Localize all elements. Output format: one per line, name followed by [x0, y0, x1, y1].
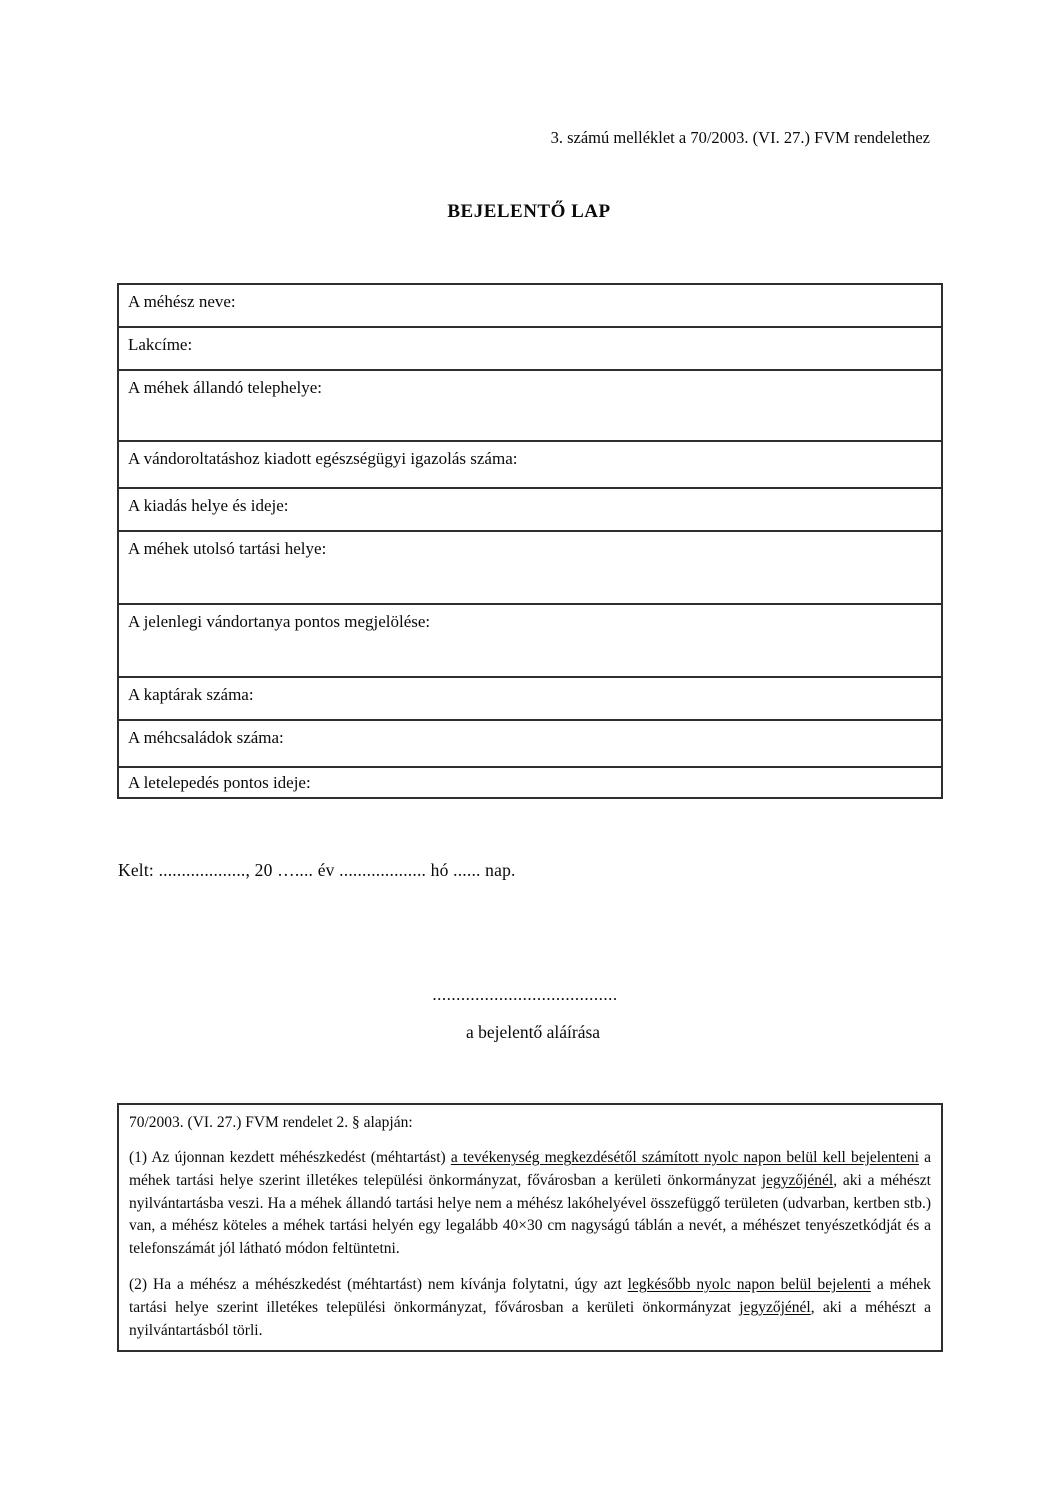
table-row-beekeeper-name	[119, 285, 941, 328]
legal-paragraph-2	[129, 1274, 931, 1342]
table-row-health-certificate	[119, 442, 941, 489]
row-label: A letelepedés pontos ideje:	[128, 773, 311, 792]
notification-form-table	[117, 283, 943, 799]
table-row-colony-count	[119, 721, 941, 768]
row-label: A méhek állandó telephelye:	[128, 378, 323, 397]
row-label: Lakcíme:	[128, 335, 193, 354]
text-segment: , aki a méhészt a nyilvántartásból törli.	[129, 1298, 931, 1339]
row-label: A méhész neve:	[128, 292, 236, 311]
table-row-settlement-date	[119, 768, 941, 797]
row-label: A vándoroltatáshoz kiadott egészségügyi igazolás száma:	[128, 449, 518, 468]
legal-box-heading: 70/2003. (VI. 27.) FVM rendelet 2. § alapján:	[129, 1114, 413, 1131]
table-row-current-migration-site	[119, 605, 941, 678]
text-segment: (2) Ha a méhész a méhészkedést (méhtartást) nem kívánja folytatni, úgy azt	[129, 1275, 628, 1293]
legal-paragraph-1	[129, 1147, 931, 1261]
text-segment: , aki a méhészt nyilvántartásba veszi. Ha a méhek állandó tartási helye nem a méhész lakóhelyével összefüggő területen (udvarban, kertben stb.) van, a méhész köteles a méhek tartási helyén egy legalább 40×30 cm nagyságú táblán a nevét, a méhészet tenyészetkódját és a telefonszámát jól látható módon feltüntetni.	[129, 1171, 931, 1258]
table-row-home-address	[119, 328, 941, 371]
row-label: A kiadás helye és ideje:	[128, 496, 289, 515]
table-row-permanent-site	[119, 371, 941, 442]
row-label: A jelenlegi vándortanya pontos megjelölése:	[128, 612, 431, 631]
row-label: A méhek utolsó tartási helye:	[128, 539, 327, 558]
underlined-text-segment: a tevékenység megkezdésétől számított nyolc napon belül kell bejelenteni	[450, 1149, 919, 1166]
table-row-hive-count	[119, 678, 941, 721]
underlined-text-segment: legkésőbb nyolc napon belül bejelenti	[627, 1275, 871, 1293]
underlined-text-segment: jegyzőjénél	[761, 1171, 834, 1189]
legal-reference-box	[117, 1103, 943, 1352]
page-title: BEJELENTŐ LAP	[447, 201, 611, 222]
table-row-issue-place-date	[119, 489, 941, 532]
text-segment: a méhek tartási helye szerint illetékes települési önkormányzat, fővárosban a kerületi önkormányzat	[129, 1149, 931, 1189]
date-fill-in-line: Kelt: ..................., 20 ….... év ................... hó ...... nap.	[118, 860, 516, 880]
signature-dotted-line: .......................................	[432, 985, 618, 1004]
text-segment: (1) Az újonnan kezdett méhészkedést (méhtartást)	[129, 1149, 451, 1166]
row-label: A kaptárak száma:	[128, 685, 254, 704]
row-label: A méhcsaládok száma:	[128, 728, 284, 747]
underlined-text-segment: jegyzőjénél	[739, 1298, 811, 1316]
annex-reference: 3. számú melléklet a 70/2003. (VI. 27.) FVM rendelethez	[550, 128, 930, 147]
signature-caption: a bejelentő aláírása	[465, 1022, 601, 1042]
table-row-last-keeping-place	[119, 532, 941, 605]
text-segment: a méhek tartási helye szerint illetékes települési önkormányzat, fővárosban a kerületi önkormányzat	[129, 1275, 931, 1316]
